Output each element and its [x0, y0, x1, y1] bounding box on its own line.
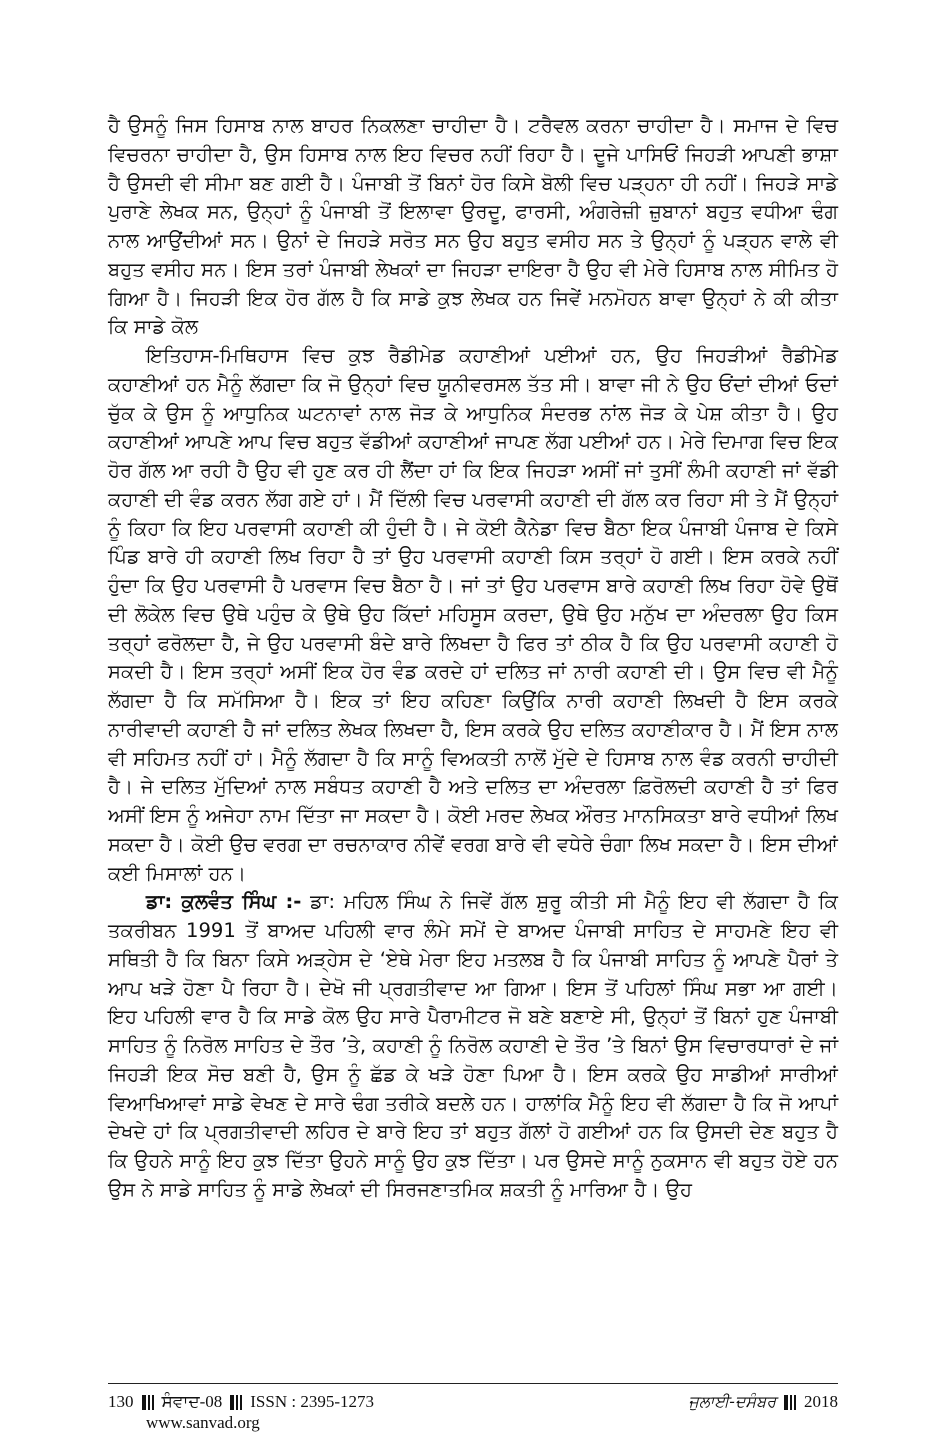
journal-name: ਸੰਵਾਦ-08 [161, 1392, 223, 1411]
page-footer [108, 1392, 838, 1433]
page-number: 130 [108, 1392, 134, 1411]
paragraph-3 [108, 888, 838, 1204]
paragraph-3-text: ਡਾ: ਮਹਿਲ ਸਿੰਘ ਨੇ ਜਿਵੇਂ ਗੱਲ ਸ਼ੁਰੂ ਕੀਤੀ ਸੀ ਮੈਨੂੰ ਇਹ ਵੀ ਲੱਗਦਾ ਹੈ ਕਿ ਤਕਰੀਬਨ 1991 ਤੋਂ ਬਾਅਦ ਪਹਿਲੀ ਵਾਰ ਲੰਮੇ ਸਮੇਂ ਦੇ ਬਾਅਦ ਪੰਜਾਬੀ ਸਾਹਿਤ ਦੇ ਸਾਹਮਣੇ ਇਹ ਵੀ ਸਥਿਤੀ ਹੈ ਕਿ ਬਿਨਾ ਕਿਸੇ ਅੜ੍ਹੇਸ ਦੇ ‘ਏਥੇ ਮੇਰਾ ਇਹ ਮਤਲਬ ਹੈ ਕਿ ਪੰਜਾਬੀ ਸਾਹਿਤ ਨੂੰ ਆਪਣੇ ਪੈਰਾਂ ਤੇ ਆਪ ਖੜੇ ਹੋਣਾ ਪੈ ਰਿਹਾ ਹੈ। ਦੇਖੋ ਜੀ ਪ੍ਰਗਤੀਵਾਦ ਆ ਗਿਆ। ਇਸ ਤੋਂ ਪਹਿਲਾਂ ਸਿੰਘ ਸਭਾ ਆ ਗਈ। ਇਹ ਪਹਿਲੀ ਵਾਰ ਹੈ ਕਿ ਸਾਡੇ ਕੋਲ ਉਹ ਸਾਰੇ ਪੈਰਾਮੀਟਰ ਜੋ ਬਣੇ ਬਣਾਏ ਸੀ, ਉਨ੍ਹਾਂ ਤੋਂ ਬਿਨਾਂ ਹੁਣ ਪੰਜਾਬੀ ਸਾਹਿਤ ਨੂੰ ਨਿਰੋਲ ਸਾਹਿਤ ਦੇ ਤੌਰ ’ਤੇ, ਕਹਾਣੀ ਨੂੰ ਨਿਰੋਲ ਕਹਾਣੀ ਦੇ ਤੌਰ ’ਤੇ ਬਿਨਾਂ ਉਸ ਵਿਚਾਰਧਾਰਾਂ ਦੇ ਜਾਂ ਜਿਹੜੀ ਇਕ ਸੋਚ ਬਣੀ ਹੈ, ਉਸ ਨੂੰ ਛੱਡ ਕੇ ਖੜੇ ਹੋਣਾ ਪਿਆ ਹੈ। ਇਸ ਕਰਕੇ ਉਹ ਸਾਡੀਆਂ ਸਾਰੀਆਂ ਵਿਆਖਿਆਵਾਂ ਸਾਡੇ ਵੇਖਣ ਦੇ ਸਾਰੇ ਢੰਗ ਤਰੀਕੇ ਬਦਲੇ ਹਨ। ਹਾਲਾਂਕਿ ਮੈਨੂੰ ਇਹ ਵੀ ਲੱਗਦਾ ਹੈ ਕਿ ਜੋ ਆਪਾਂ ਦੇਖਦੇ ਹਾਂ ਕਿ ਪ੍ਰਗਤੀਵਾਦੀ ਲਹਿਰ ਦੇ ਬਾਰੇ ਇਹ ਤਾਂ ਬਹੁਤ ਗੱਲਾਂ ਹੋ ਗਈਆਂ ਹਨ ਕਿ ਉਸਦੀ ਦੇਣ ਬਹੁਤ ਹੈ ਕਿ ਉਹਨੇ ਸਾਨੂੰ ਇਹ ਕੁਝ ਦਿੱਤਾ ਉਹਨੇ ਸਾਨੂੰ ਉਹ ਕੁਝ ਦਿੱਤਾ। ਪਰ ਉਸਦੇ ਸਾਨੂੰ ਨੁਕਸਾਨ ਵੀ ਬਹੁਤ ਹੋਏ ਹਨ ਉਸ ਨੇ ਸਾਡੇ ਸਾਹਿਤ ਨੂੰ ਸਾਡੇ ਲੇਖਕਾਂ ਦੀ ਸਿਰਜਣਾਤਮਿਕ ਸ਼ਕਤੀ ਨੂੰ ਮਾਰਿਆ ਹੈ। ਉਹ [108, 890, 838, 1201]
separator-bars-icon [229, 1395, 243, 1410]
issue-period: ਜੁਲਾਈ-ਦਸੰਬਰ [688, 1392, 776, 1411]
issn: ISSN : 2395-1273 [250, 1392, 374, 1411]
website-link[interactable]: www.sanvad.org [146, 1413, 260, 1432]
footer-divider [108, 1383, 838, 1384]
paragraph-1: ਹੈ ਉਸਨੂੰ ਜਿਸ ਹਿਸਾਬ ਨਾਲ ਬਾਹਰ ਨਿਕਲਣਾ ਚਾਹੀਦਾ ਹੈ। ਟਰੈਵਲ ਕਰਨਾ ਚਾਹੀਦਾ ਹੈ। ਸਮਾਜ ਦੇ ਵਿਚ ਵਿਚਰਨਾ ਚਾਹੀਦਾ ਹੈ, ਉਸ ਹਿਸਾਬ ਨਾਲ ਇਹ ਵਿਚਰ ਨਹੀਂ ਰਿਹਾ ਹੈ। ਦੂਜੇ ਪਾਸਿਓਂ ਜਿਹੜੀ ਆਪਣੀ ਭਾਸ਼ਾ ਹੈ ਉਸਦੀ ਵੀ ਸੀਮਾ ਬਣ ਗਈ ਹੈ। ਪੰਜਾਬੀ ਤੋਂ ਬਿਨਾਂ ਹੋਰ ਕਿਸੇ ਬੋਲੀ ਵਿਚ ਪੜ੍ਹਨਾ ਹੀ ਨਹੀਂ। ਜਿਹੜੇ ਸਾਡੇ ਪੁਰਾਣੇ ਲੇਖਕ ਸਨ, ਉਨ੍ਹਾਂ ਨੂੰ ਪੰਜਾਬੀ ਤੋਂ ਇਲਾਵਾ ਉਰਦੂ, ਫਾਰਸੀ, ਅੰਗਰੇਜ਼ੀ ਜ਼ੁਬਾਨਾਂ ਬਹੁਤ ਵਧੀਆ ਢੰਗ ਨਾਲ ਆਉਂਦੀਆਂ ਸਨ। ਉਨਾਂ ਦੇ ਜਿਹੜੇ ਸਰੋਤ ਸਨ ਉਹ ਬਹੁਤ ਵਸੀਹ ਸਨ ਤੇ ਉਨ੍ਹਾਂ ਨੂੰ ਪੜ੍ਹਨ ਵਾਲੇ ਵੀ ਬਹੁਤ ਵਸੀਹ ਸਨ। ਇਸ ਤਰਾਂ ਪੰਜਾਬੀ ਲੇਖਕਾਂ ਦਾ ਜਿਹੜਾ ਦਾਇਰਾ ਹੈ ਉਹ ਵੀ ਮੇਰੇ ਹਿਸਾਬ ਨਾਲ ਸੀਮਿਤ ਹੋ ਗਿਆ ਹੈ। ਜਿਹੜੀ ਇਕ ਹੋਰ ਗੱਲ ਹੈ ਕਿ ਸਾਡੇ ਕੁਝ ਲੇਖਕ ਹਨ ਜਿਵੇਂ ਮਨਮੋਹਨ ਬਾਵਾ ਉਨ੍ਹਾਂ ਨੇ ਕੀ ਕੀਤਾ ਕਿ ਸਾਡੇ ਕੋਲ [108, 114, 838, 339]
speaker-name: ਡਾ: ਕੁਲਵੰਤ ਸਿੰਘ :- [146, 890, 302, 914]
separator-bars-icon [783, 1395, 797, 1410]
issue-year: 2018 [804, 1392, 838, 1411]
article-body [108, 112, 838, 1205]
separator-bars-icon [141, 1395, 155, 1410]
paragraph-2: ਇਤਿਹਾਸ-ਮਿਥਿਹਾਸ ਵਿਚ ਕੁਝ ਰੈਡੀਮੇਡ ਕਹਾਣੀਆਂ ਪਈਆਂ ਹਨ, ਉਹ ਜਿਹੜੀਆਂ ਰੈਡੀਮੇਡ ਕਹਾਣੀਆਂ ਹਨ ਮੈਨੂੰ ਲੱਗਦਾ ਕਿ ਜੋ ਉਨ੍ਹਾਂ ਵਿਚ ਯੂਨੀਵਰਸਲ ਤੱਤ ਸੀ। ਬਾਵਾ ਜੀ ਨੇ ਉਹ ਓਂਦਾਂ ਦੀਆਂ ਓਦਾਂ ਚੁੱਕ ਕੇ ਉਸ ਨੂੰ ਆਧੁਨਿਕ ਘਟਨਾਵਾਂ ਨਾਲ ਜੋੜ ਕੇ ਆਧੁਨਿਕ ਸੰਦਰਭ ਨਾਂਲ ਜੋੜ ਕੇ ਪੇਸ਼ ਕੀਤਾ ਹੈ। ਉਹ ਕਹਾਣੀਆਂ ਆਪਣੇ ਆਪ ਵਿਚ ਬਹੁਤ ਵੱਡੀਆਂ ਕਹਾਣੀਆਂ ਜਾਪਣ ਲੱਗ ਪਈਆਂ ਹਨ। ਮੇਰੇ ਦਿਮਾਗ ਵਿਚ ਇਕ ਹੋਰ ਗੱਲ ਆ ਰਹੀ ਹੈ ਉਹ ਵੀ ਹੁਣ ਕਰ ਹੀ ਲੈਂਦਾ ਹਾਂ ਕਿ ਇਕ ਜਿਹੜਾ ਅਸੀਂ ਜਾਂ ਤੁਸੀਂ ਲੰਮੀ ਕਹਾਣੀ ਜਾਂ ਵੱਡੀ ਕਹਾਣੀ ਦੀ ਵੰਡ ਕਰਨ ਲੱਗ ਗਏ ਹਾਂ। ਮੈਂ ਦਿੱਲੀ ਵਿਚ ਪਰਵਾਸੀ ਕਹਾਣੀ ਦੀ ਗੱਲ ਕਰ ਰਿਹਾ ਸੀ ਤੇ ਮੈਂ ਉਨ੍ਹਾਂ ਨੂੰ ਕਿਹਾ ਕਿ ਇਹ ਪਰਵਾਸੀ ਕਹਾਣੀ ਕੀ ਹੁੰਦੀ ਹੈ। ਜੇ ਕੋਈ ਕੈਨੇਡਾ ਵਿਚ ਬੈਠਾ ਇਕ ਪੰਜਾਬੀ ਪੰਜਾਬ ਦੇ ਕਿਸੇ ਪਿੰਡ ਬਾਰੇ ਹੀ ਕਹਾਣੀ ਲਿਖ ਰਿਹਾ ਹੈ ਤਾਂ ਉਹ ਪਰਵਾਸੀ ਕਹਾਣੀ ਕਿਸ ਤਰ੍ਹਾਂ ਹੋ ਗਈ। ਇਸ ਕਰਕੇ ਨਹੀਂ ਹੁੰਦਾ ਕਿ ਉਹ ਪਰਵਾਸੀ ਹੈ ਪਰਵਾਸ ਵਿਚ ਬੈਠਾ ਹੈ। ਜਾਂ ਤਾਂ ਉਹ ਪਰਵਾਸ ਬਾਰੇ ਕਹਾਣੀ ਲਿਖ ਰਿਹਾ ਹੋਵੇ ਉਥੋਂ ਦੀ ਲੋਕੇਲ ਵਿਚ ਉਥੇ ਪਹੁੰਚ ਕੇ ਉਥੇ ਉਹ ਕਿੱਦਾਂ ਮਹਿਸੂਸ ਕਰਦਾ, ਉਥੇ ਉਹ ਮਨੁੱਖ ਦਾ ਅੰਦਰਲਾ ਉਹ ਕਿਸ ਤਰ੍ਹਾਂ ਫਰੋਲਦਾ ਹੈ, ਜੇ ਉਹ ਪਰਵਾਸੀ ਬੰਦੇ ਬਾਰੇ ਲਿਖਦਾ ਹੈ ਫਿਰ ਤਾਂ ਠੀਕ ਹੈ ਕਿ ਉਹ ਪਰਵਾਸੀ ਕਹਾਣੀ ਹੋ ਸਕਦੀ ਹੈ। ਇਸ ਤਰ੍ਹਾਂ ਅਸੀਂ ਇਕ ਹੋਰ ਵੰਡ ਕਰਦੇ ਹਾਂ ਦਲਿਤ ਜਾਂ ਨਾਰੀ ਕਹਾਣੀ ਦੀ। ਉਸ ਵਿਚ ਵੀ ਮੈਨੂੰ ਲੱਗਦਾ ਹੈ ਕਿ ਸਮੱਸਿਆ ਹੈ। ਇਕ ਤਾਂ ਇਹ ਕਹਿਣਾ ਕਿਉਂਕਿ ਨਾਰੀ ਕਹਾਣੀ ਲਿਖਦੀ ਹੈ ਇਸ ਕਰਕੇ ਨਾਰੀਵਾਦੀ ਕਹਾਣੀ ਹੈ ਜਾਂ ਦਲਿਤ ਲੇਖਕ ਲਿਖਦਾ ਹੈ, ਇਸ ਕਰਕੇ ਉਹ ਦਲਿਤ ਕਹਾਣੀਕਾਰ ਹੈ। ਮੈਂ ਇਸ ਨਾਲ ਵੀ ਸਹਿਮਤ ਨਹੀਂ ਹਾਂ। ਮੈਨੂੰ ਲੱਗਦਾ ਹੈ ਕਿ ਸਾਨੂੰ ਵਿਅਕਤੀ ਨਾਲੋਂ ਮੁੱਦੇ ਦੇ ਹਿਸਾਬ ਨਾਲ ਵੰਡ ਕਰਨੀ ਚਾਹੀਦੀ ਹੈ। ਜੇ ਦਲਿਤ ਮੁੱਦਿਆਂ ਨਾਲ ਸਬੰਧਤ ਕਹਾਣੀ ਹੈ ਅਤੇ ਦਲਿਤ ਦਾ ਅੰਦਰਲਾ ਫ਼ਿਰੋਲਦੀ ਕਹਾਣੀ ਹੈ ਤਾਂ ਫਿਰ ਅਸੀਂ ਇਸ ਨੂੰ ਅਜੇਹਾ ਨਾਮ ਦਿੱਤਾ ਜਾ ਸਕਦਾ ਹੈ। ਕੋਈ ਮਰਦ ਲੇਖਕ ਔਰਤ ਮਾਨਸਿਕਤਾ ਬਾਰੇ ਵਧੀਆਂ ਲਿਖ ਸਕਦਾ ਹੈ। ਕੋਈ ਉਚ ਵਰਗ ਦਾ ਰਚਨਾਕਾਰ ਨੀਵੇਂ ਵਰਗ ਬਾਰੇ ਵੀ ਵਧੇਰੇ ਚੰਗਾ ਲਿਖ ਸਕਦਾ ਹੈ। ਇਸ ਦੀਆਂ ਕਈ ਮਿਸਾਲਾਂ ਹਨ। [108, 344, 838, 885]
